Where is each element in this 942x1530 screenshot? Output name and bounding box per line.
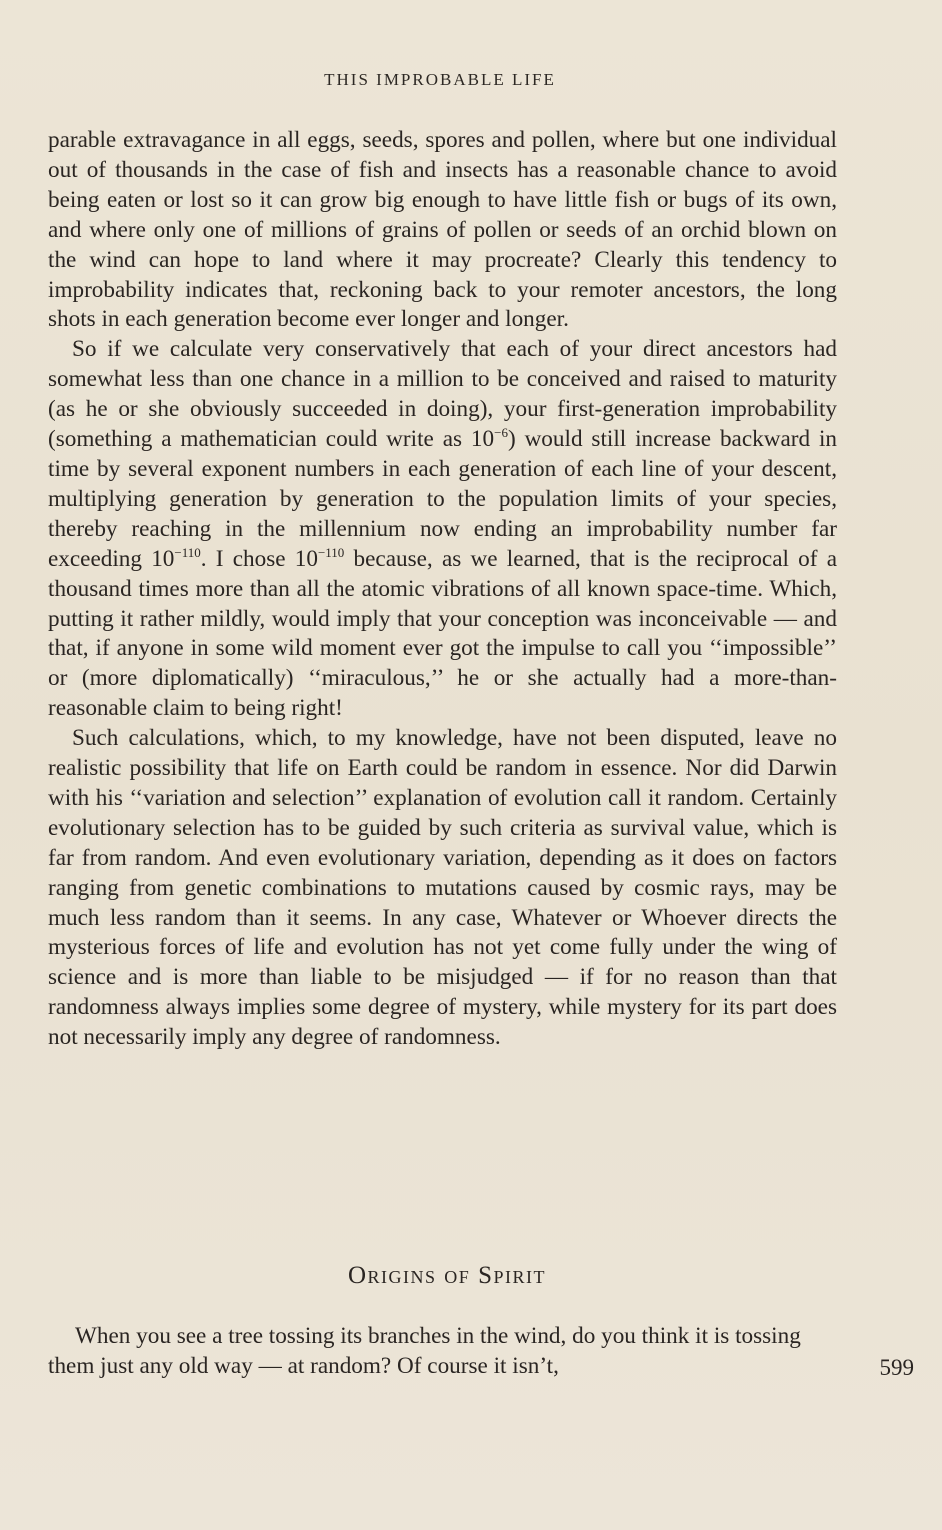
paragraph-3: Such calculations, which, to my knowledge, have not been disputed, leave no realistic possibility that life on Earth could be random in essence. Nor did Darwin with his ‘‘variation and selection’’ explanation of evolution call it random. Certainly evolutionary selection has to be guided by such criteria as survival value, which is far from random. And even evolutionary variation, depending as it does on factors ranging from genetic combinations to mutations caused by cosmic rays, may be much less random than it seems. In any case, Whatever or Whoever directs the mysterious forces of life and evolution has not yet come fully under the wing of science and is more than liable to be misjudged — if for no reason than that randomness always implies some degree of mystery, while mystery for its part does not necessarily imply any degree of randomness. [48, 725, 837, 1051]
paragraph-2: So if we calculate very conservatively that each of your direct ancestors had somewhat less than one chance in a million to be conceived and raised to maturity (as he or she obviously succeeded in doing), your first-generation improbability (something a mathematician could write as $10^{-6}$) would still increase backward in time by several exponent numbers in each generation of each line of your descent, multiplying generation by generation to the population limits of your species, thereby reaching in the millennium now ending an improbability number far exceeding $10^{-110}$. I chose $10^{-110}$ because, as we learned, that is the reciprocal of a thousand times more than all the atomic vibrations of all known space-time. Which, putting it rather mildly, would imply that your conception was inconceivable — and that, if anyone in some wild moment ever got the impulse to call you ‘‘impossible’’ or (more diplomatically) ‘‘miraculous,’’ he or she actually had a more-than-reasonable claim to being right! [48, 336, 837, 722]
section-heading: Origins of Spirit [348, 1262, 546, 1289]
exponent: −110 [317, 544, 345, 560]
body-text [48, 126, 837, 1053]
paragraph-1: parable extravagance in all eggs, seeds, spores and pollen, where but one individual out of thousands in the case of fish and insects has a reasonable chance to avoid being eaten or lost so it can grow big enough to have little fish or bugs of its own, and where only one of millions of grains of pollen or seeds of an orchid blown on the wind can hope to land where it may procreate? Clearly this tendency to improbability indicates that, reckoning back to your remoter ancestors, the long shots in each generation become ever longer and longer. [48, 127, 837, 333]
running-head: THIS IMPROBABLE LIFE [324, 70, 556, 89]
final-text [48, 1322, 843, 1382]
exponent: −6 [494, 425, 508, 441]
paragraph-4: When you see a tree tossing its branches in the wind, do you think it is tossing them just any old way — at random? Of course it isn’t, [48, 1323, 801, 1379]
exponent: −110 [174, 544, 201, 560]
page-number: 599 [879, 1355, 914, 1380]
